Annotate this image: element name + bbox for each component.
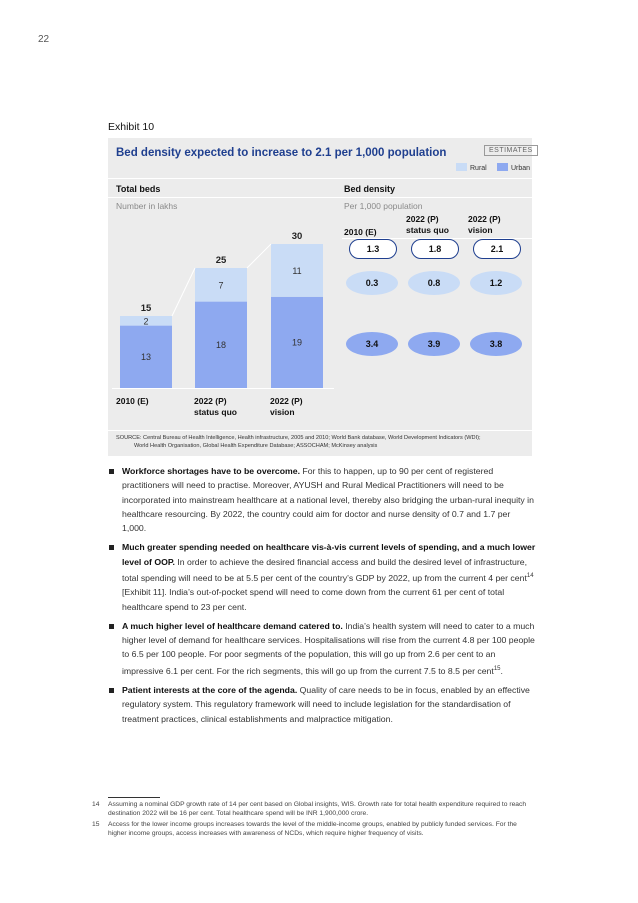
divider-source — [108, 430, 532, 431]
density-total-status-quo: 1.8 — [411, 239, 459, 259]
bar-urban-label: 13 — [140, 351, 152, 362]
bullet-item — [108, 683, 536, 726]
footnote-number: 14 — [92, 801, 100, 808]
density-col-2010: 2010 (E) — [344, 227, 377, 237]
footnotes — [92, 800, 532, 840]
exhibit-label: Exhibit 10 — [108, 121, 155, 133]
footnote-number: 15 — [92, 820, 100, 828]
footnote — [92, 820, 532, 839]
page-number: 22 — [38, 34, 50, 45]
bed-density-unit: Per 1,000 population — [344, 201, 423, 211]
bullet-text-cont: . — [500, 665, 503, 676]
density-col-status-quo: 2022 (P) status quo — [406, 214, 449, 235]
bar-total-label: 25 — [215, 255, 227, 266]
exhibit-panel — [108, 138, 532, 456]
bar-connector-line — [172, 268, 195, 316]
x-label-2022-status-quo: 2022 (P) status quo — [194, 396, 237, 417]
density-rural-vision: 1.2 — [470, 271, 522, 295]
bed-density-heading: Bed density — [344, 184, 396, 194]
legend-urban-swatch — [497, 163, 508, 171]
bullet-text-cont: [Exhibit 11]. India’s out-of-pocket spend will need to come down from the current 61 per cent of total healthcare spend to 23 per cent. — [122, 587, 505, 612]
footnote-ref: 15 — [493, 665, 501, 672]
density-urban-vision: 3.8 — [470, 332, 522, 356]
bullet-lead: Much greater spending needed on healthcare vis-à-vis current levels of spending, and a much lower level of OOP. — [122, 542, 536, 567]
bar-total-label: 15 — [140, 303, 152, 314]
bullet-text: In order to achieve the desired financial access and build the desired level of infrastructure, total spending will need to be at 5.5 per cent of the country’s GDP by 2022, up from the current 4 per cent — [122, 556, 527, 583]
bullet-square-icon — [109, 545, 114, 550]
bullet-square-icon — [109, 688, 114, 693]
bullet-list — [108, 464, 536, 731]
bullet-square-icon — [109, 624, 114, 629]
bar-rural-label: 11 — [292, 265, 302, 276]
bullet-lead: Workforce shortages have to be overcome. — [122, 466, 300, 476]
bullet-item — [108, 619, 536, 678]
exhibit-title: Bed density expected to increase to 2.1 per 1,000 population — [116, 147, 447, 159]
footnote-ref: 14 — [526, 573, 534, 580]
legend-urban — [497, 163, 530, 172]
density-rural-status-quo: 0.8 — [408, 271, 460, 295]
bullet-text: Quality of care needs to be in focus, enabled by an effective regulatory system. This regulatory framework will need to include legislation for the standardisation of treatment practices, clinical establishments and malpractice mitigation. — [122, 684, 530, 724]
legend-rural-swatch — [456, 163, 467, 171]
bar-total-label: 30 — [291, 231, 303, 242]
legend-urban-label: Urban — [511, 165, 531, 172]
footnote-text: Assuming a nominal GDP growth rate of 14 per cent based on Global insights, WIS. Growth rate for total health expenditure required to reach destination 2022 will be 16 per cent. Total healthcare spend will be INR 1,900,000 crore. — [108, 801, 527, 818]
bullet-item — [108, 540, 536, 613]
total-beds-heading: Total beds — [116, 184, 161, 194]
bullet-item — [108, 464, 536, 535]
density-urban-2010: 3.4 — [346, 332, 398, 356]
bullet-lead: Patient interests at the core of the agenda. — [122, 684, 298, 695]
x-label-2022-vision: 2022 (P) vision — [270, 396, 303, 417]
footnote-rule — [108, 797, 160, 798]
legend-rural-label: Rural — [470, 165, 487, 172]
bar-connector-line — [247, 244, 271, 268]
bar-rural-label: 2 — [143, 316, 149, 327]
x-label-2010: 2010 (E) — [116, 396, 149, 406]
bullet-text: India’s health system will need to cater to a much higher level of demand for healthcare services. Hospitalisations will rise from the current 4.8 per 100 people to 6.5 per 100 people. For poor segments of the population, this will go up from 2.6 per cent to an impressive 6.1 per cent. For the rich segments, this will go up from the current 7.5 to 8.5 per cent — [122, 620, 535, 676]
total-beds-chart — [108, 138, 338, 398]
density-total-2010: 1.3 — [349, 239, 397, 259]
bar-rural-label: 7 — [218, 280, 224, 291]
density-total-vision: 2.1 — [473, 239, 521, 259]
footnote — [92, 800, 532, 819]
density-col-vision: 2022 (P) vision — [468, 214, 501, 235]
bullet-lead: A much higher level of healthcare demand catered to. — [122, 620, 343, 631]
bullet-text: For this to happen, up to 90 per cent of registered practitioners will need to practise. Moreover, AYUSH and Rural Medical Practitioners will need to be incorporated into mainstream healthcare at a national level, thereby also bridging the urban-rural inequity in healthcare resourcing. By 2022, the country could aim for doctor and nurse density of 0.7 and 1.7 per 1,000. — [122, 466, 534, 534]
bar-urban-label: 19 — [291, 337, 303, 348]
footnote-text: Access for the lower income groups increases towards the level of the middle-income groups, enabled by publicly funded services. For the higher income groups, access increases with awareness of NCDs, which require higher frequency of visits. — [108, 820, 517, 838]
density-urban-status-quo: 3.9 — [408, 332, 460, 356]
bar-urban-label: 18 — [215, 339, 227, 350]
density-rural-2010: 0.3 — [346, 271, 398, 295]
source-note: SOURCE: Central Bureau of Health Intelligence, Health infrastructure, 2005 and 2010; World Bank database, World Development Indicators (WDI); World Health Organisation, Global Health Expenditure Database; ASSOCHAM; McKinsey analysis — [116, 435, 481, 449]
bullet-square-icon — [109, 469, 114, 474]
estimates-tag: ESTIMATES — [484, 145, 538, 156]
total-beds-unit: Number in lakhs — [116, 201, 178, 211]
legend-rural — [456, 163, 487, 172]
